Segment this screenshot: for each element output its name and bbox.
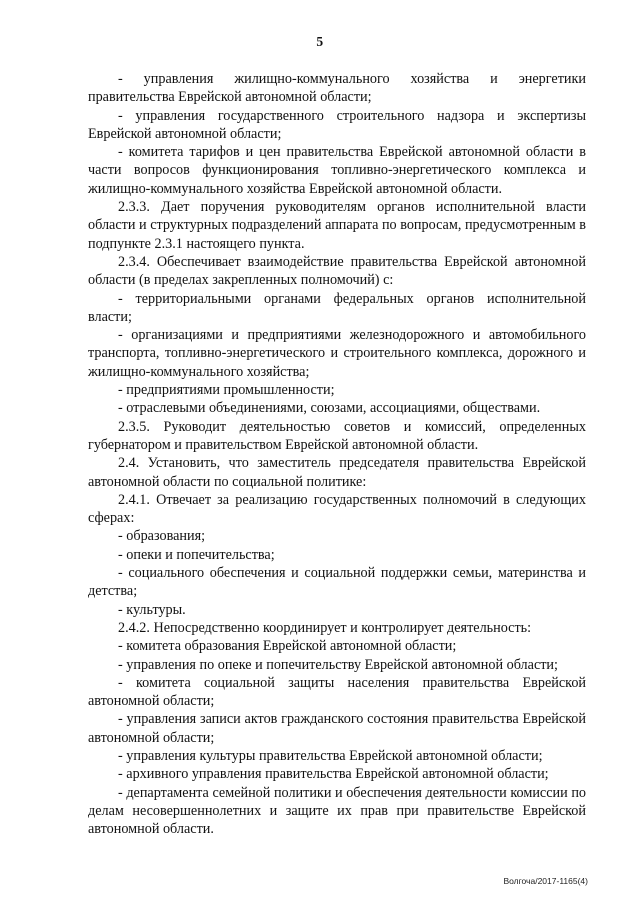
clause-paragraph: 2.3.3. Дает поручения руководителям органов исполнительной власти области и структурных подразделений аппарата по вопросам, предусмотренным в подпункте 2.3.1 настоящего пункта. xyxy=(88,199,586,252)
list-item: - управления культуры правительства Еврейской автономной области; xyxy=(118,747,543,764)
list-item: - управления жилищно-коммунального хозяйства и энергетики правительства Еврейской автономной области; xyxy=(88,71,586,106)
list-item: - комитета социальной защиты населения правительства Еврейской автономной области; xyxy=(88,674,586,710)
list-item: - управления записи актов гражданского состояния правительства Еврейской автономной области; xyxy=(88,711,586,746)
list-item: - социального обеспечения и социальной поддержки семьи, материнства и детства; xyxy=(88,565,586,600)
list-item: - комитета тарифов и цен правительства Еврейской автономной области в части вопросов функционирования топливно-энергетического комплекса и жилищно-коммунального хозяйства Еврейской автономной области. xyxy=(88,144,586,197)
list-item: - организациями и предприятиями железнодорожного и автомобильного транспорта, топливно-энергетического и строительного комплекса, дорожного и жилищно-коммунального хозяйства; xyxy=(88,327,586,380)
clause-paragraph: 2.4.1. Отвечает за реализацию государственных полномочий в следующих сферах: xyxy=(88,491,586,527)
list-item: - отраслевыми объединениями, союзами, ассоциациями, обществами. xyxy=(118,400,541,417)
page-number: 5 xyxy=(316,34,324,49)
clause-paragraph: 2.4. Установить, что заместитель председателя правительства Еврейской автономной области по социальной политике: xyxy=(88,455,586,490)
list-item: - опеки и попечительства; xyxy=(118,546,275,563)
clause-paragraph: 2.3.5. Руководит деятельностью советов и комиссий, определенных губернатором и правительством Еврейской автономной области. xyxy=(88,418,586,453)
list-item: - территориальными органами федеральных органов исполнительной власти; xyxy=(88,290,586,325)
list-item: - архивного управления правительства Еврейской автономной области; xyxy=(118,766,549,783)
list-item: - управления по опеке и попечительству Еврейской автономной области; xyxy=(118,656,558,673)
list-item: - департамента семейной политики и обеспечения деятельности комиссии по делам несовершеннолетних и защите их прав при правительстве Еврейской автономной области. xyxy=(88,784,586,838)
list-item: - культуры. xyxy=(118,601,186,618)
document-body xyxy=(88,70,586,838)
clause-paragraph: 2.3.4. Обеспечивает взаимодействие правительства Еврейской автономной области (в пределах закрепленных полномочий) с: xyxy=(88,253,586,289)
list-item: - комитета образования Еврейской автономной области; xyxy=(118,638,457,655)
list-item: - предприятиями промышленности; xyxy=(118,382,335,399)
list-item: - образования; xyxy=(118,528,206,545)
clause-paragraph: 2.4.2. Непосредственно координирует и контролирует деятельность: xyxy=(118,619,532,636)
list-item: - управления государственного строительного надзора и экспертизы Еврейской автономной области; xyxy=(88,107,586,142)
document-code: Волгоча/2017-1165(4) xyxy=(503,876,588,886)
